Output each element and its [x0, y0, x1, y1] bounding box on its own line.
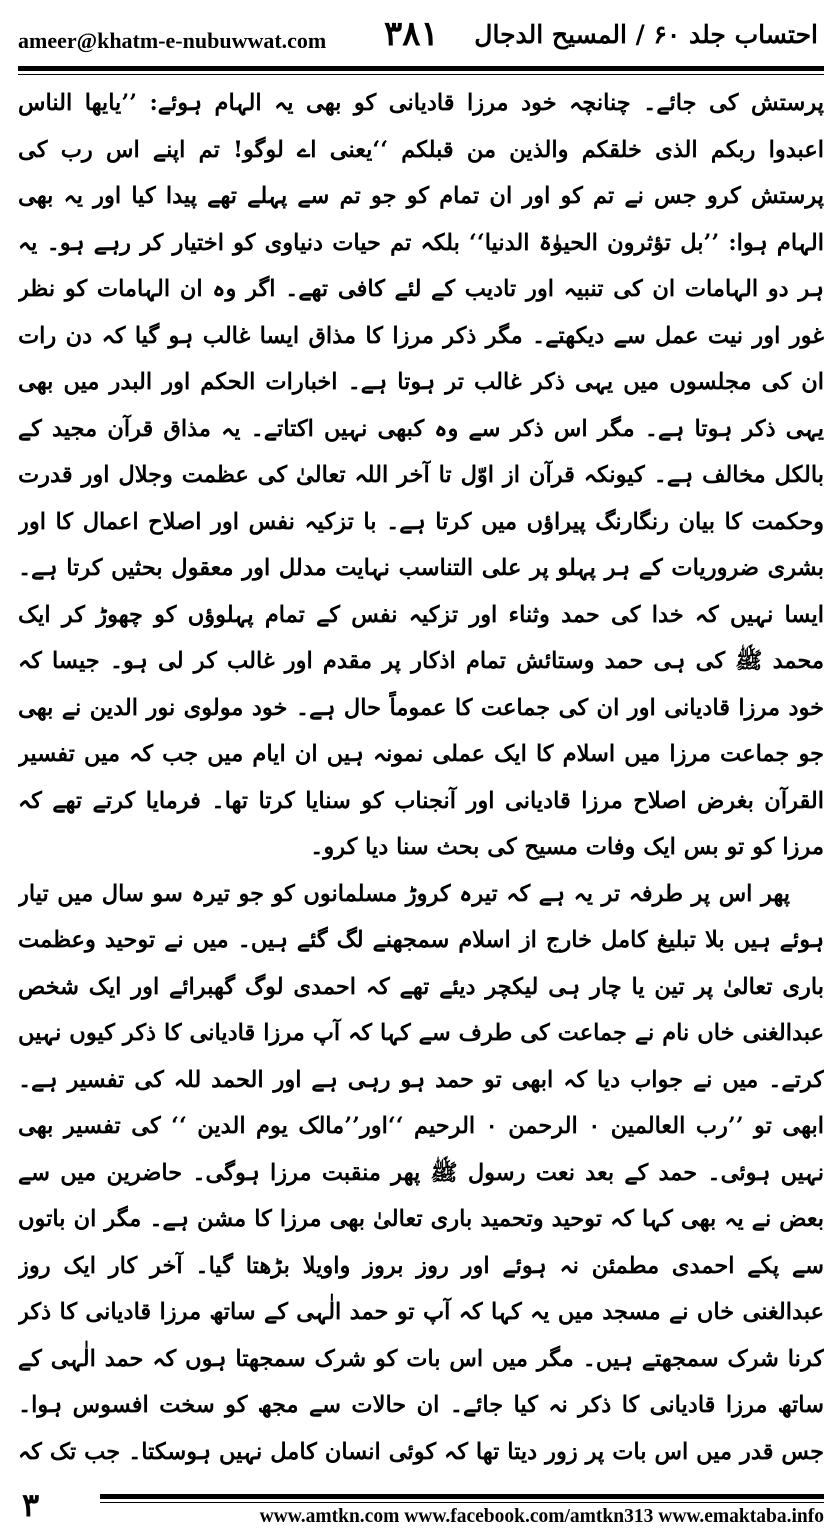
header-rule-thick [18, 66, 824, 71]
header-rule-thin [18, 74, 824, 75]
footer-links: www.amtkn.com www.facebook.com/amtkn313 www.emaktaba.info [259, 1506, 824, 1527]
footer-rule-thin [100, 1502, 824, 1503]
contact-email: ameer@khatm-e-nubuwwat.com [18, 28, 327, 53]
page-number: ۳۸۱ [384, 14, 439, 54]
page-body [18, 80, 824, 1475]
book-title: احتساب جلد ۶۰ / المسیح الدجال [474, 20, 818, 49]
paragraph-2: پھر اس پر طرفہ تر یہ ہے کہ تیرہ کروڑ مسلمانوں کو جو تیرہ سو سال میں تیار ہوئے ہیں بلا تبلیغ کامل خارج از اسلام سمجھنے لگ گئے ہیں۔ میں نے توحید وعظمت باری تعالیٰ پر تین یا چار ہی لیکچر دیئے تھے کہ احمدی لوگ گھبرائے اور ایک شخص عبدالغنی خاں نام نے جماعت کی طرف سے کہا کہ آپ مرزا قادیانی کا ذکر کیوں نہیں کرتے۔ میں نے جواب دیا کہ ابھی تو حمد ہو رہی ہے اور الحمد للہ کی تفسیر ہے۔ ابھی تو ’’رب العالمین ۰ الرحمن ۰ الرحیم ‘‘اور’’مالک یوم الدین ‘‘ کی تفسیر بھی نہیں ہوئی۔ حمد کے بعد نعت رسول ﷺ پھر منقبت مرزا ہوگی۔ حاضرین میں سے بعض نے یہ بھی کہا کہ توحید وتحمید باری تعالیٰ بھی مرزا کا مشن ہے۔ مگر ان باتوں سے پکے احمدی مطمئن نہ ہوئے اور روز بروز واویلا بڑھتا گیا۔ آخر کار ایک روز عبدالغنی خاں نے مسجد میں یہ کہا کہ آپ تو حمد الٰہی کے ساتھ مرزا قادیانی کا ذکر کرنا شرک سمجھتے ہیں۔ مگر میں اس بات کو شرک سمجھتا ہوں کہ حمد الٰہی کے ساتھ مرزا قادیانی کا ذکر نہ کیا جائے۔ ان حالات سے مجھ کو سخت افسوس ہوا۔ جس قدر میں اس بات پر زور دیتا تھا کہ کوئی انسان کامل نہیں ہوسکتا۔ جب تک کہ [18, 880, 824, 1465]
page-header [0, 0, 840, 72]
page-footer [0, 1484, 840, 1540]
paragraph-1: پرستش کی جائے۔ چنانچہ خود مرزا قادیانی کو بھی یہ الہام ہوئے: ’’یایھا الناس اعبدوا ربکم الذی خلقکم والذین من قبلکم ‘‘یعنی اے لوگو! تم اپنے اس رب کی پرستش کرو جس نے تم کو اور ان تمام کو جو تم سے پہلے تھے پیدا کیا اور یہ بھی الہام ہوا: ’’بل تؤثرون الحیوٰۃ الدنیا‘‘ بلکہ تم حیات دنیاوی کو اختیار کر رہے ہو۔ یہ ہر دو الہامات ان کی تنبیہ اور تادیب کے لئے کافی تھے۔ اگر وہ ان الہامات کو نظر غور اور نیت عمل سے دیکھتے۔ مگر ذکر مرزا کا مذاق ایسا غالب ہو گیا کہ دن رات ان کی مجلسوں میں یہی ذکر غالب تر ہوتا ہے۔ اخبارات الحکم اور البدر میں بھی یہی ذکر ہوتا ہے۔ مگر اس ذکر سے وہ کبھی نہیں اکتاتے۔ یہ مذاق قرآن مجید کے بالکل مخالف ہے۔ کیونکہ قرآن از اوّل تا آخر اللہ تعالیٰ کی عظمت وجلال اور قدرت وحکمت کا بیان رنگارنگ پیراؤں میں کرتا ہے۔ با تزکیہ نفس اور اصلاح اعمال کا اور بشری ضروریات کے ہر پہلو پر علی التناسب نہایت مدلل اور معقول بحثیں کرتا ہے۔ ایسا نہیں کہ خدا کی حمد وثناء اور تزکیہ نفس کے تمام پہلوؤں کو چھوڑ کر ایک محمد ﷺ کی ہی حمد وستائش تمام اذکار پر مقدم اور غالب کر لی ہو۔ جیسا کہ خود مرزا قادیانی اور ان کی جماعت کا عموماً حال ہے۔ خود مولوی نور الدین نے بھی جو جماعت مرزا میں اسلام کا ایک عملی نمونہ ہیں ان ایام میں جب کہ میں تفسیر القرآن بغرض اصلاح مرزا قادیانی اور آنجناب کو سنایا کرتا تھا۔ فرمایا کرتے تھے کہ مرزا کو تو بس ایک وفات مسیح کی بحث سنا دیا کرو۔ [18, 90, 824, 860]
footer-rule-thick [100, 1494, 824, 1499]
footer-page-number: ۳ [22, 1486, 40, 1524]
